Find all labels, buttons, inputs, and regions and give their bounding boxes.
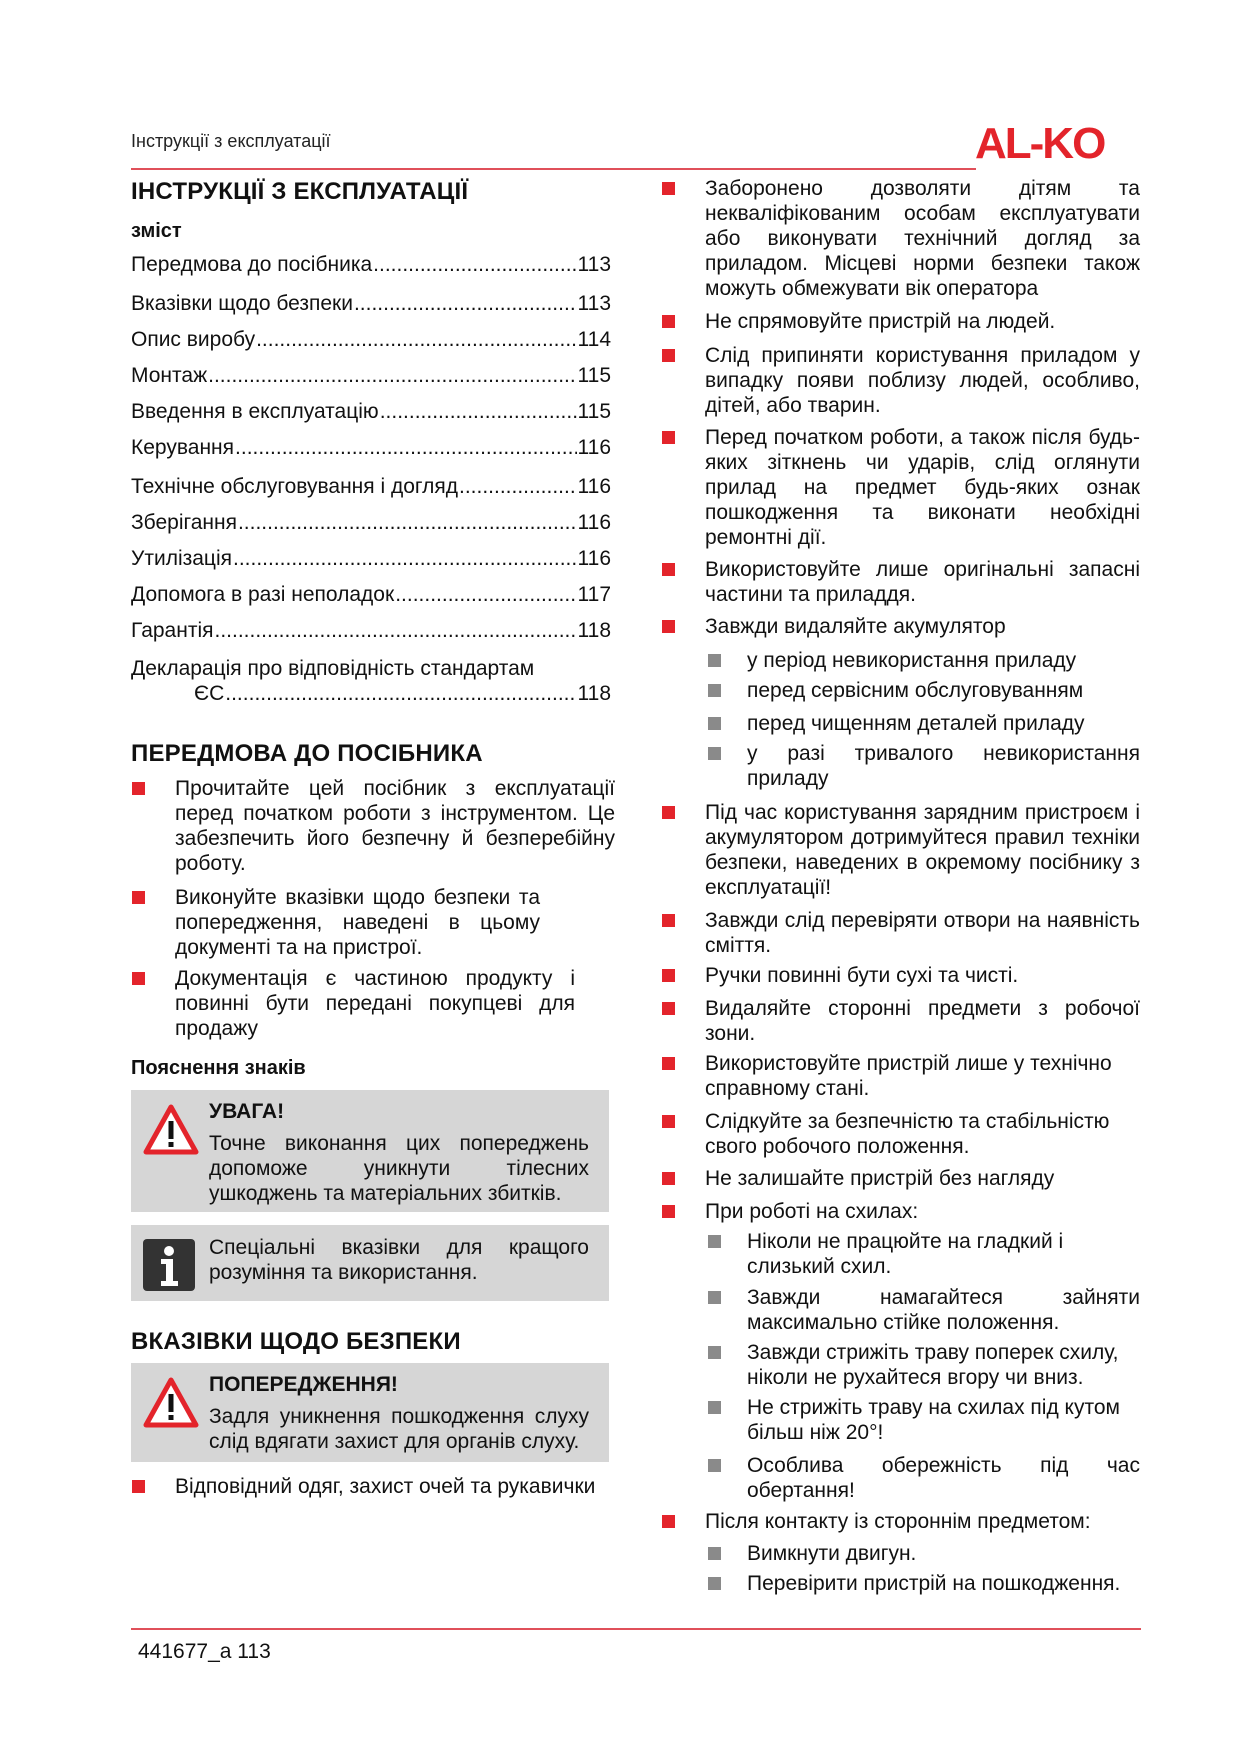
safety-subitem: Вимкнути двигун.: [747, 1541, 1140, 1566]
safety-item: Використовуйте лише оригінальні запасні частини та приладдя.: [705, 557, 1140, 607]
safety-item: Завжди слід перевіряти отвори на наявність сміття.: [705, 908, 1140, 958]
signs-heading: Пояснення знаків: [131, 1057, 306, 1079]
safety-subitem: у разі тривалого невикористання приладу: [747, 741, 1140, 791]
safety-item: Не залишайте пристрій без нагляду: [705, 1166, 1140, 1191]
header-rule: [131, 168, 976, 170]
safety-subitem: Завжди намагайтеся зайняти максимально стійке положення.: [747, 1285, 1140, 1335]
warning-icon: [143, 1377, 199, 1429]
toc-item[interactable]: Монтаж ..... 115: [131, 364, 611, 388]
safety-subitem: перед сервісним обслуговуванням: [747, 678, 1140, 703]
safety-warning-text: Задля уникнення пошкодження слуху слід вдягати захист для органів слуху.: [209, 1405, 589, 1453]
toc-heading: зміст: [131, 220, 182, 242]
warning-icon: [143, 1104, 199, 1156]
info-icon: [143, 1239, 195, 1291]
footer-rule: [131, 1628, 1141, 1630]
toc-item[interactable]: Введення в експлуатацію ..... 115: [131, 400, 611, 424]
safety-item: Перед початком роботи, а також після будь-яких зіткнень чи ударів, слід оглянути прилад на предмет будь-яких ознак пошкодження та виконати необхідні ремонтні дії.: [705, 425, 1140, 550]
header-title: Інструкції з експлуатації: [131, 131, 331, 151]
warning-text: Точне виконання цих попереджень допоможе уникнути тілесних ушкоджень та матеріальних збитків.: [209, 1132, 589, 1205]
safety-subitem: Ніколи не працюйте на гладкий і слизький схил.: [747, 1229, 1117, 1279]
main-title: ІНСТРУКЦІЇ З ЕКСПЛУАТАЦІЇ: [131, 178, 469, 205]
svg-text:AL-KO: AL-KO: [975, 119, 1105, 164]
toc-item[interactable]: Керування ..... 116: [131, 436, 611, 460]
footer-code: 441677_a 113: [138, 1640, 271, 1663]
safety-item: Після контакту із стороннім предметом:: [705, 1509, 1140, 1534]
safety-subitem: у період невикористання приладу: [747, 648, 1140, 673]
safety-item: Ручки повинні бути сухі та чисті.: [705, 963, 1140, 988]
warning-box: [131, 1090, 609, 1212]
foreword-item: Виконуйте вказівки щодо безпеки та попередження, наведені в цьому документі та на пристрої.: [175, 885, 540, 960]
foreword-item: Прочитайте цей посібник з експлуатації перед початком роботи з інструментом. Це забезпечить його безпечну й безперебійну роботу.: [175, 776, 615, 876]
safety-item: Завжди видаляйте акумулятор: [705, 614, 1140, 639]
safety-subitem: Не стрижіть траву на схилах під кутом більш ніж 20°!: [747, 1395, 1140, 1445]
toc-item[interactable]: Опис виробу ..... 114: [131, 328, 611, 352]
safety-item: Заборонено дозволяти дітям та некваліфікованим особам експлуатувати або виконувати технічний догляд за приладом. Місцеві норми безпеки також можуть обмежувати вік оператора: [705, 176, 1140, 301]
toc-item[interactable]: Технічне обслуговування і догляд ..... 116: [131, 475, 611, 499]
warning-title: УВАГА!: [209, 1100, 285, 1123]
safety-item: Під час користування зарядним пристроєм і акумулятором дотримуйтеся правил техніки безпеки, наведених в окремому посібнику з експлуатації!: [705, 800, 1140, 900]
safety-item: Відповідний одяг, захист очей та рукавички: [175, 1474, 625, 1499]
info-text: Спеціальні вказівки для кращого розуміння та використання.: [209, 1236, 589, 1284]
info-box: [131, 1225, 609, 1301]
toc-item[interactable]: Утилізація ..... 116: [131, 547, 611, 571]
safety-subitem: Завжди стрижіть траву поперек схилу, ніколи не рухайтеся вгору чи вниз.: [747, 1340, 1140, 1390]
toc-item[interactable]: Декларація про відповідність стандартам ЄС ..... 118: [131, 656, 611, 706]
safety-warning-title: ПОПЕРЕДЖЕННЯ!: [209, 1373, 398, 1396]
foreword-item: Документація є частиною продукту і повинні бути передані покупцеві для продажу: [175, 966, 575, 1041]
toc-item[interactable]: Передмова до посібника ..... 113: [131, 253, 611, 277]
toc-item[interactable]: Вказівки щодо безпеки ..... 113: [131, 292, 611, 316]
foreword-heading: ПЕРЕДМОВА ДО ПОСІБНИКА: [131, 740, 483, 767]
toc-item[interactable]: Допомога в разі неполадок ..... 117: [131, 583, 611, 607]
safety-subitem: Особлива обережність під час обертання!: [747, 1453, 1140, 1503]
safety-item: При роботі на схилах:: [705, 1199, 1140, 1224]
safety-warning-box: [131, 1363, 609, 1462]
safety-item: Слідкуйте за безпечністю та стабільністю свого робочого положення.: [705, 1109, 1140, 1159]
toc-item[interactable]: Зберігання ..... 116: [131, 511, 611, 535]
toc-item[interactable]: Гарантія ..... 118: [131, 619, 611, 643]
safety-subitem: Перевірити пристрій на пошкодження.: [747, 1571, 1140, 1596]
safety-item: Не спрямовуйте пристрій на людей.: [705, 309, 1140, 334]
safety-item: Видаляйте сторонні предмети з робочої зони.: [705, 996, 1140, 1046]
safety-subitem: перед чищенням деталей приладу: [747, 711, 1140, 736]
alko-logo: [975, 118, 1140, 164]
safety-heading: ВКАЗІВКИ ЩОДО БЕЗПЕКИ: [131, 1328, 461, 1355]
safety-item: Використовуйте пристрій лише у технічно справному стані.: [705, 1051, 1140, 1101]
safety-item: Слід припиняти користування приладом у випадку появи поблизу людей, особливо, дітей, або тварин.: [705, 343, 1140, 418]
